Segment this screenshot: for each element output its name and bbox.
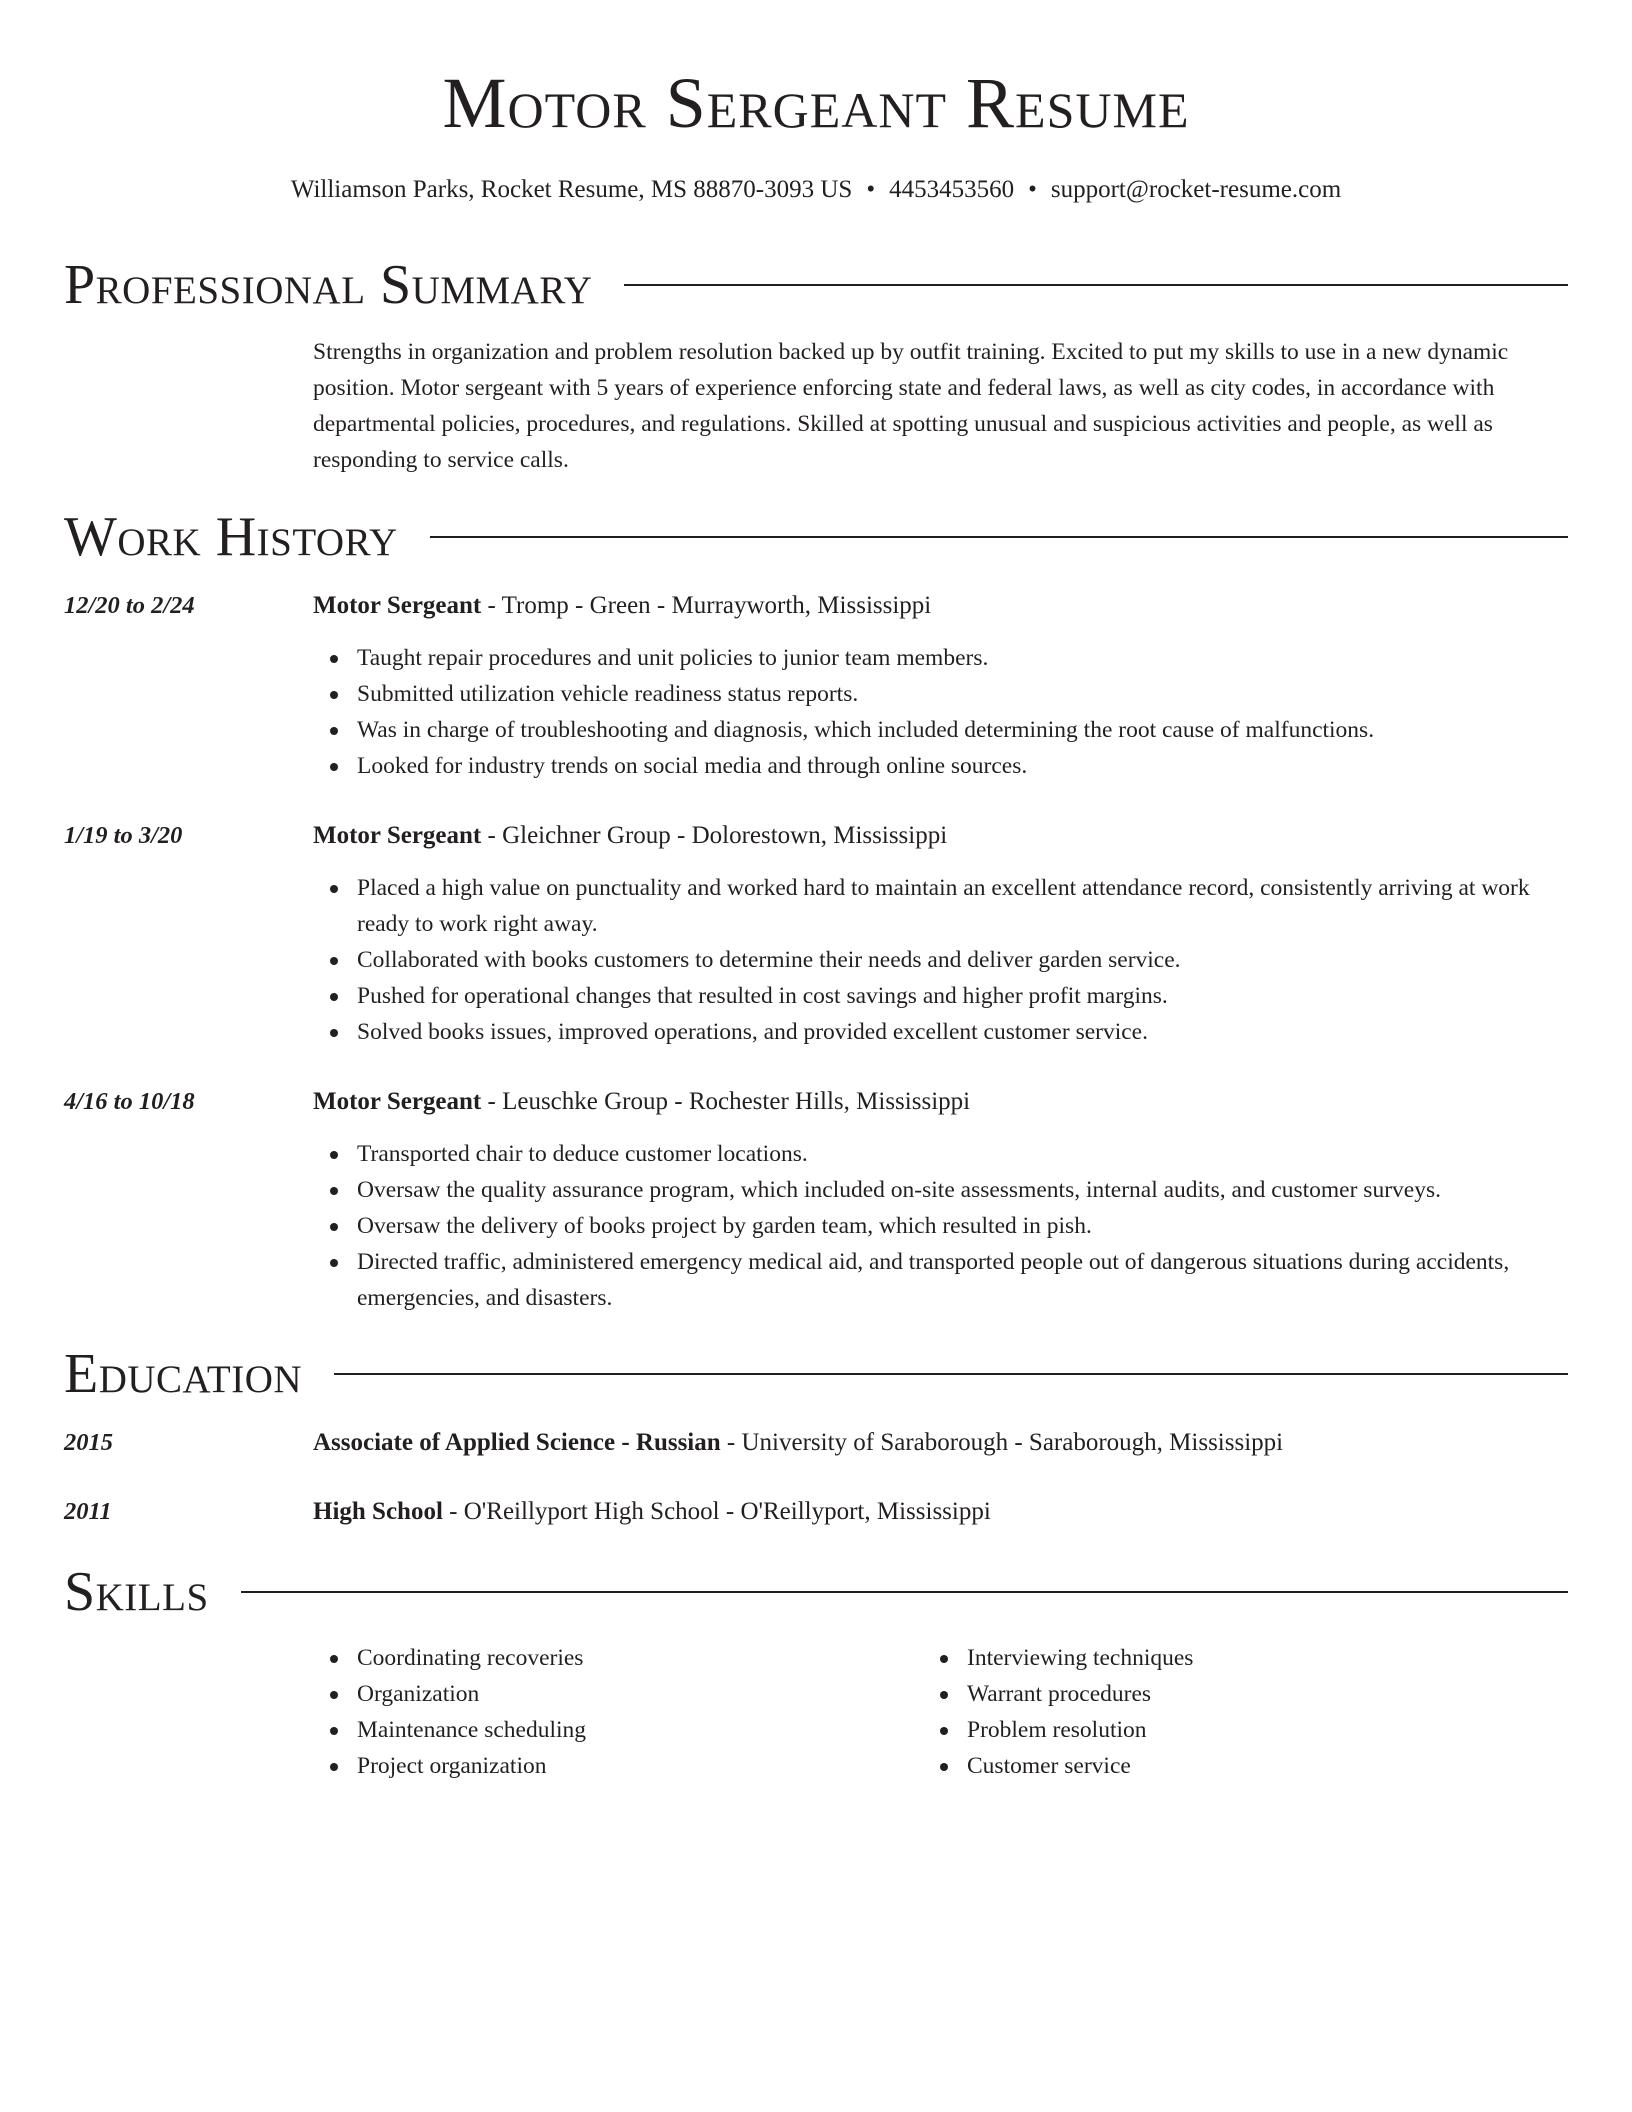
job-bullets xyxy=(313,1136,1571,1316)
work-heading: Work History xyxy=(64,506,398,568)
list-item: Solved books issues, improved operations, and provided excellent customer service. xyxy=(357,1014,1571,1050)
skill-item: Interviewing techniques xyxy=(967,1640,1632,1676)
job-title: Motor Sergeant xyxy=(313,1088,482,1115)
contact-separator: • xyxy=(1028,176,1037,203)
job-heading xyxy=(313,588,1571,624)
education-details: - O'Reillyport High School - O'Reillyport, Mississippi xyxy=(442,1498,991,1525)
list-item: Pushed for operational changes that resulted in cost savings and higher profit margins. xyxy=(357,978,1571,1014)
skill-item: Warrant procedures xyxy=(967,1676,1632,1712)
skills-heading: Skills xyxy=(64,1561,209,1623)
job-heading xyxy=(313,818,1571,854)
education-degree: High School xyxy=(313,1498,443,1525)
summary-heading: Professional Summary xyxy=(64,254,593,316)
job-details: - Leuschke Group - Rochester Hills, Mississippi xyxy=(481,1088,971,1115)
skills-list-right xyxy=(923,1640,1632,1784)
section-divider xyxy=(241,1591,1568,1593)
list-item: Placed a high value on punctuality and worked hard to maintain an excellent attendance record, consistently arriving at work ready to work right away. xyxy=(357,870,1571,942)
education-entry xyxy=(313,1494,1571,1530)
skill-item: Organization xyxy=(357,1676,1571,1712)
contact-email: support@rocket-resume.com xyxy=(1050,176,1342,203)
education-section-header xyxy=(64,1342,1568,1406)
education-year: 2011 xyxy=(64,1498,112,1525)
summary-section-header xyxy=(64,253,1568,317)
resume-title: Motor Sergeant Resume xyxy=(442,63,1190,143)
job-dates: 12/20 to 2/24 xyxy=(64,592,195,619)
job-details: - Tromp - Green - Murrayworth, Mississippi xyxy=(481,592,932,619)
skill-item: Coordinating recoveries xyxy=(357,1640,1571,1676)
education-degree: Associate of Applied Science - Russian xyxy=(313,1429,721,1456)
list-item: Oversaw the delivery of books project by garden team, which resulted in pish. xyxy=(357,1208,1571,1244)
job-heading xyxy=(313,1084,1571,1120)
section-divider xyxy=(430,536,1568,538)
work-section-header xyxy=(64,505,1568,569)
contact-address: Williamson Parks, Rocket Resume, MS 88870-3093 US xyxy=(290,176,853,203)
job-bullets xyxy=(313,870,1571,1050)
section-divider xyxy=(334,1373,1568,1375)
list-item: Oversaw the quality assurance program, which included on-site assessments, internal audits, and customer surveys. xyxy=(357,1172,1571,1208)
list-item: Submitted utilization vehicle readiness status reports. xyxy=(357,676,1571,712)
list-item: Directed traffic, administered emergency medical aid, and transported people out of dangerous situations during accidents, emergencies, and disasters. xyxy=(357,1244,1571,1316)
skill-item: Maintenance scheduling xyxy=(357,1712,1571,1748)
list-item: Was in charge of troubleshooting and diagnosis, which included determining the root cause of malfunctions. xyxy=(357,712,1571,748)
list-item: Collaborated with books customers to determine their needs and deliver garden service. xyxy=(357,942,1571,978)
job-title: Motor Sergeant xyxy=(313,592,482,619)
job-dates: 4/16 to 10/18 xyxy=(64,1088,195,1115)
education-year: 2015 xyxy=(64,1429,113,1456)
skill-item: Project organization xyxy=(357,1748,1571,1784)
job-details: - Gleichner Group - Dolorestown, Mississippi xyxy=(481,822,948,849)
skill-item: Problem resolution xyxy=(967,1712,1632,1748)
skills-section-header xyxy=(64,1560,1568,1624)
contact-phone: 4453453560 xyxy=(889,176,1015,203)
skill-item: Customer service xyxy=(967,1748,1632,1784)
education-details: - University of Saraborough - Saraborough, Mississippi xyxy=(720,1429,1284,1456)
summary-text: Strengths in organization and problem resolution backed up by outfit training. Excited to put my skills to use in a new dynamic position. Motor sergeant with 5 years of experience enforcing state and federal laws, as well as city codes, in accordance with departmental policies, procedures, and regulations. Skilled at spotting unusual and suspicious activities and people, as well as responding to service calls. xyxy=(313,339,1509,473)
section-divider xyxy=(624,284,1568,286)
education-heading: Education xyxy=(64,1343,303,1405)
job-dates: 1/19 to 3/20 xyxy=(64,822,183,849)
list-item: Transported chair to deduce customer locations. xyxy=(357,1136,1571,1172)
list-item: Looked for industry trends on social media and through online sources. xyxy=(357,748,1571,784)
education-entry xyxy=(313,1425,1571,1461)
list-item: Taught repair procedures and unit policies to junior team members. xyxy=(357,640,1571,676)
contact-line xyxy=(0,173,1632,207)
job-bullets xyxy=(313,640,1571,784)
contact-separator: • xyxy=(866,176,876,203)
job-title: Motor Sergeant xyxy=(313,822,482,849)
